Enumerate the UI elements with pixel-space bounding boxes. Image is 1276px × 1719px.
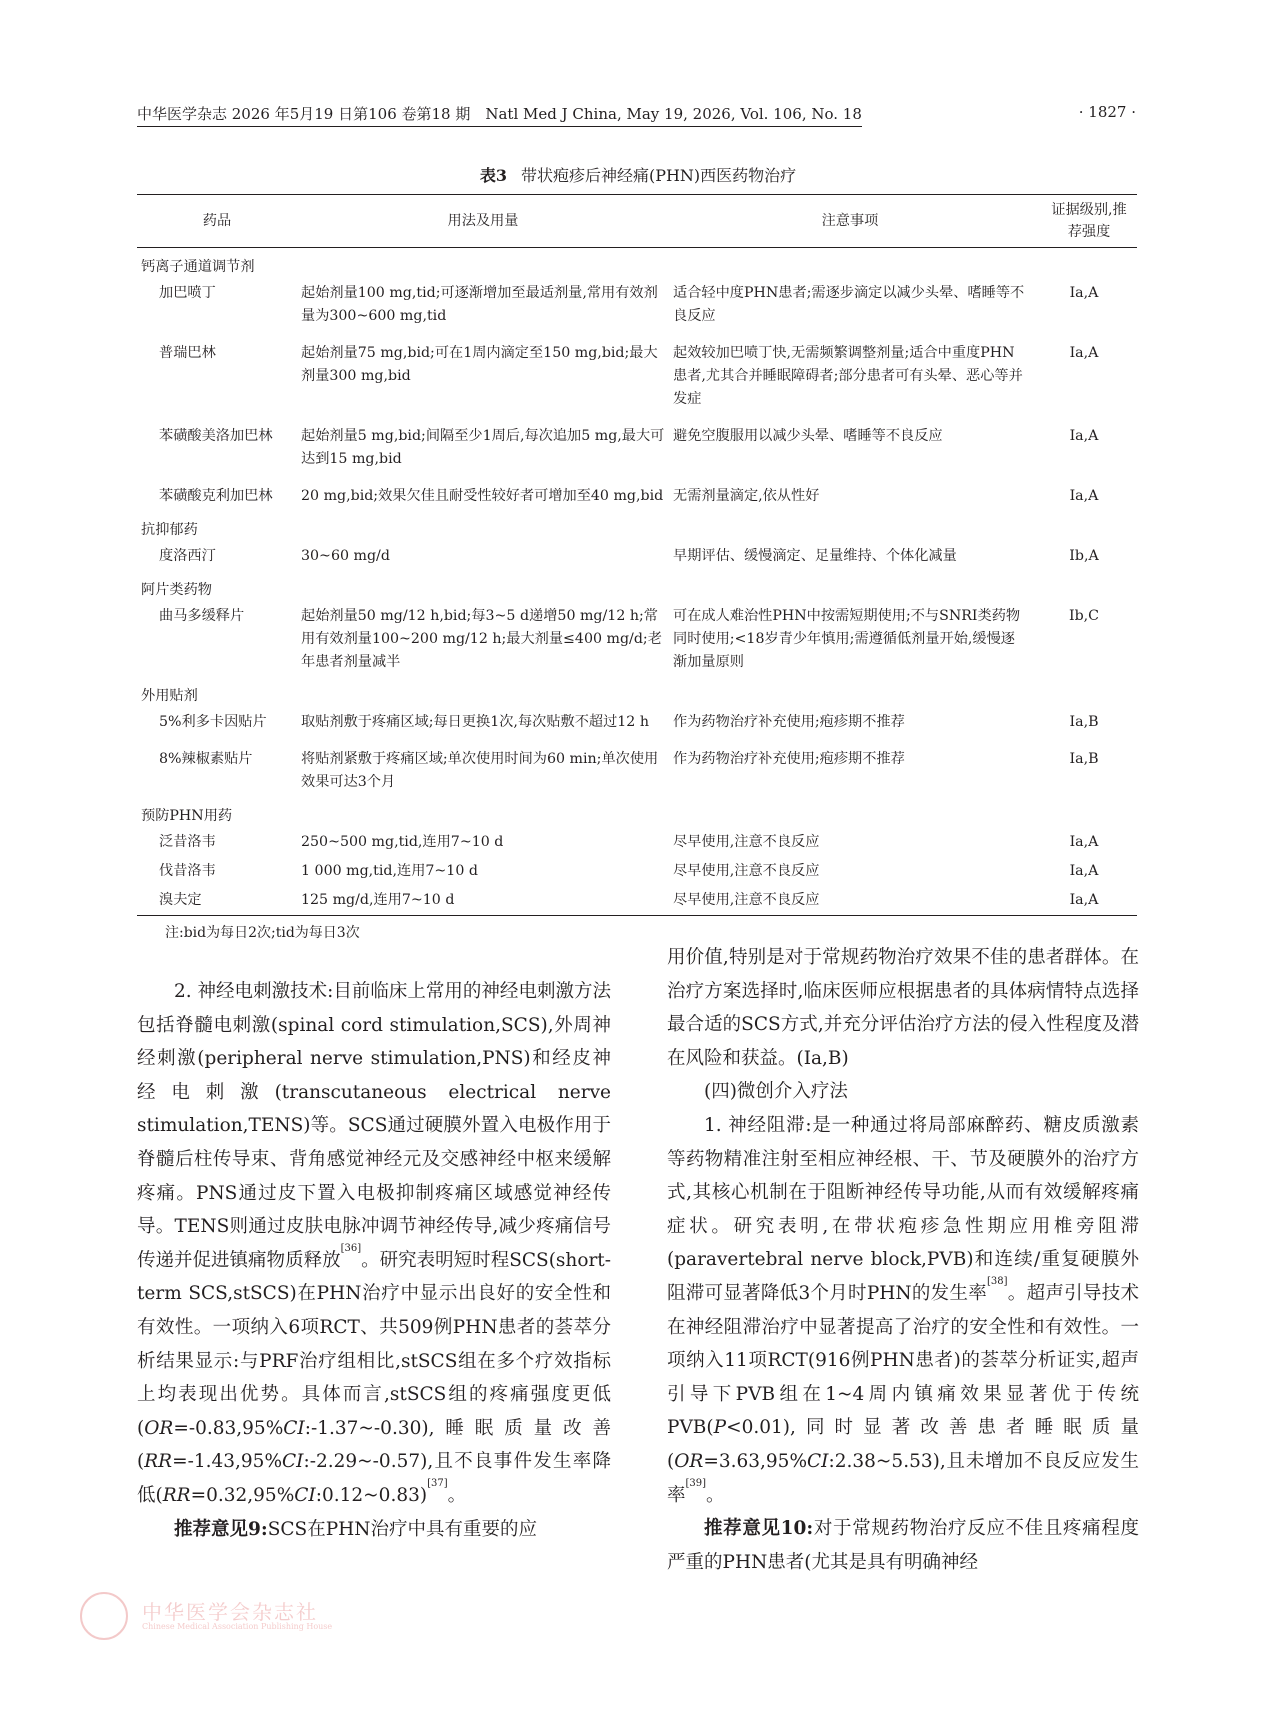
usage-cell: 1 000 mg,tid,连用7~10 d xyxy=(301,863,478,879)
table-row xyxy=(137,474,1137,511)
usage-cell: 起始剂量5 mg,bid;间隔至少1周后,每次追加5 mg,最大可达到15 mg,bid xyxy=(301,428,665,467)
notes-cell: 避免空腹服用以减少头晕、嗜睡等不良反应 xyxy=(673,428,943,444)
table-header-row xyxy=(137,195,1137,248)
col-header-usage: 用法及用量 xyxy=(297,195,669,248)
table-row xyxy=(137,828,1137,857)
notes-cell: 作为药物治疗补充使用;疱疹期不推荐 xyxy=(673,714,905,730)
drug-name: 泛昔洛韦 xyxy=(159,834,216,850)
usage-cell: 起始剂量75 mg,bid;可在1周内滴定至150 mg,bid;最大剂量300 mg,bid xyxy=(301,345,658,384)
category-label: 预防PHN用药 xyxy=(141,808,233,824)
citation-38: [38] xyxy=(987,1275,1008,1287)
recommendation-9: 推荐意见9:SCS在PHN治疗中具有重要的应 xyxy=(174,1518,537,1540)
drug-name: 伐昔洛韦 xyxy=(159,863,216,879)
table-row xyxy=(137,602,1137,677)
usage-cell: 125 mg/d,连用7~10 d xyxy=(297,886,669,916)
table-title: 带状疱疹后神经痛(PHN)西医药物治疗 xyxy=(520,166,797,185)
drug-name: 曲马多缓释片 xyxy=(159,608,245,624)
publisher-seal-icon xyxy=(80,1592,128,1640)
notes-cell: 尽早使用,注意不良反应 xyxy=(673,863,820,879)
citation-36: [36] xyxy=(340,1242,362,1254)
table-body xyxy=(137,248,1137,916)
category-label: 阿片类药物 xyxy=(141,582,212,598)
col-header-notes: 注意事项 xyxy=(669,195,1031,248)
publisher-watermark xyxy=(80,1590,580,1636)
page-number: · 1827 · xyxy=(1078,103,1136,121)
usage-cell: 将贴剂紧敷于疼痛区域;单次使用时间为60 min;单次使用效果可达3个月 xyxy=(301,751,659,790)
notes-cell: 无需剂量滴定,依从性好 xyxy=(673,488,820,504)
drug-name: 5%利多卡因贴片 xyxy=(159,714,267,730)
col-header-evidence: 证据级别,推荐强度 xyxy=(1031,195,1137,248)
notes-cell: 尽早使用,注意不良反应 xyxy=(669,886,1031,916)
drug-name: 度洛西汀 xyxy=(159,548,216,564)
notes-cell: 适合轻中度PHN患者;需逐步滴定以减少头晕、嗜睡等不良反应 xyxy=(673,285,1025,324)
table-row xyxy=(137,279,1137,331)
category-label: 抗抑郁药 xyxy=(141,522,198,538)
publisher-name: 中华医学会杂志社 xyxy=(142,1600,318,1624)
drug-table xyxy=(137,194,1137,916)
table-category-row xyxy=(137,571,1137,602)
table-row xyxy=(137,331,1137,414)
usage-cell: 250~500 mg,tid,连用7~10 d xyxy=(301,834,504,850)
notes-cell: 可在成人难治性PHN中按需短期使用;不与SNRI类药物同时使用;<18岁青少年慎用;需遵循低剂量开始,缓慢逐渐加量原则 xyxy=(673,608,1021,670)
evidence-cell: Ⅰa,A xyxy=(1069,488,1099,504)
table-caption xyxy=(0,163,1276,186)
evidence-cell: Ⅰa,A xyxy=(1069,428,1099,444)
evidence-cell: Ⅰa,A xyxy=(1069,345,1099,361)
drug-name: 苯磺酸克利加巴林 xyxy=(159,488,273,504)
paragraph-continued: 用价值,特别是对于常规药物治疗效果不佳的患者群体。在治疗方案选择时,临床医师应根据患者的具体病情特点选择最合适的SCS方式,并充分评估治疗方法的侵入性程度及潜在风险和获益。(Ⅰa,B) xyxy=(667,947,1139,1069)
col-header-drug: 药品 xyxy=(137,195,297,248)
evidence-cell: Ⅰa,B xyxy=(1069,714,1099,730)
citation-39: [39] xyxy=(685,1477,707,1489)
usage-cell: 30~60 mg/d xyxy=(301,548,390,564)
notes-cell: 尽早使用,注意不良反应 xyxy=(673,834,820,850)
recommendation-10: 推荐意见10:对于常规药物治疗反应不佳且疼痛程度严重的PHN患者(尤其是具有明确神经 xyxy=(667,1518,1139,1573)
category-label: 外用贴剂 xyxy=(141,688,198,704)
category-label: 钙离子通道调节剂 xyxy=(141,259,255,275)
section-heading-minimally-invasive: (四)微创介入疗法 xyxy=(704,1081,848,1103)
table-row xyxy=(137,708,1137,737)
notes-cell: 起效较加巴喷丁快,无需频繁调整剂量;适合中重度PHN患者,尤其合并睡眠障碍者;部分患者可有头晕、恶心等并发症 xyxy=(673,345,1023,407)
table-row xyxy=(137,857,1137,886)
drug-name: 8%辣椒素贴片 xyxy=(159,751,253,767)
journal-citation: 中华医学杂志 2026 年5月19 日第106 卷第18 期 Natl Med J China, May 19, 2026, Vol. 106, No. 18 xyxy=(137,103,862,127)
table-category-row xyxy=(137,677,1137,708)
right-column xyxy=(667,941,1139,1579)
table-category-row xyxy=(137,248,1137,280)
usage-cell: 起始剂量50 mg/12 h,bid;每3~5 d递增50 mg/12 h;常用有效剂量100~200 mg/12 h;最大剂量≤400 mg/d;老年患者剂量减半 xyxy=(301,608,662,670)
paragraph-nerve-stimulation: 2. 神经电刺激技术:目前临床上常用的神经电刺激方法包括脊髓电刺激(spinal cord stimulation,SCS),外周神经刺激(peripheral nerve stimulation,PNS)和经皮神经电刺激(transcutaneous electrical nerve stimulation,TENS)等。SCS通过硬膜外置入电极作用于脊髓后柱传导束、背角感觉神经元及交感神经中枢来缓解疼痛。PNS通过皮下置入电极抑制疼痛区域感觉神经传导。TENS则通过皮肤电脉冲调节神经传导,减少疼痛信号传递并促进镇痛物质释放[36]。研究表明短时程SCS(short-term SCS,stSCS)在PHN治疗中显示出良好的安全性和有效性。一项纳入6项RCT、共509例PHN患者的荟萃分析结果显示:与PRF治疗组相比,stSCS组在多个疗效指标上均表现出优势。具体而言,stSCS组的疼痛强度更低(OR=-0.83,95%CI:-1.37~-0.30),睡眠质量改善(RR=-1.43,95%CI:-2.29~-0.57),且不良事件发生率降低(RR=0.32,95%CI:0.12~0.83)[37]。 xyxy=(137,981,611,1506)
left-column xyxy=(137,975,611,1546)
drug-name: 苯磺酸美洛加巴林 xyxy=(159,428,273,444)
citation-37: [37] xyxy=(427,1477,448,1489)
usage-cell: 起始剂量100 mg,tid;可逐渐增加至最适剂量,常用有效剂量为300~600 mg,tid xyxy=(301,285,658,324)
table-row xyxy=(137,737,1137,797)
table-row xyxy=(137,542,1137,571)
table-category-row xyxy=(137,797,1137,828)
table-row xyxy=(137,886,1137,916)
running-header xyxy=(137,103,1136,127)
evidence-cell: Ⅰa,B xyxy=(1069,751,1099,767)
paragraph-nerve-block: 1. 神经阻滞:是一种通过将局部麻醉药、糖皮质激素等药物精准注射至相应神经根、干、节及硬膜外的治疗方式,其核心机制在于阻断神经传导功能,从而有效缓解疼痛症状。研究表明,在带状疱疹急性期应用椎旁阻滞(paravertebral nerve block,PVB)和连续/重复硬膜外阻滞可显著降低3个月时PHN的发生率[38]。超声引导技术在神经阻滞治疗中显著提高了治疗的安全性和有效性。一项纳入11项RCT(916例PHN患者)的荟萃分析证实,超声引导下PVB组在1~4周内镇痛效果显著优于传统PVB(P<0.01),同时显著改善患者睡眠质量(OR=3.63,95%CI:2.38~5.53),且未增加不良反应发生率[39]。 xyxy=(667,1114,1139,1506)
publisher-name-en: Chinese Medical Association Publishing House xyxy=(142,1622,333,1631)
drug-name: 溴夫定 xyxy=(137,886,297,916)
drug-name: 普瑞巴林 xyxy=(159,345,216,361)
table-category-row xyxy=(137,511,1137,542)
evidence-cell: Ⅰa,A xyxy=(1031,886,1137,916)
evidence-cell: Ⅰb,A xyxy=(1069,548,1099,564)
notes-cell: 早期评估、缓慢滴定、足量维持、个体化减量 xyxy=(673,548,957,564)
table-footnote: 注:bid为每日2次;tid为每日3次 xyxy=(165,925,360,941)
table-row xyxy=(137,414,1137,474)
evidence-cell: Ⅰa,A xyxy=(1069,285,1099,301)
usage-cell: 20 mg,bid;效果欠佳且耐受性较好者可增加至40 mg,bid xyxy=(301,488,664,504)
evidence-cell: Ⅰa,A xyxy=(1069,863,1099,879)
drug-name: 加巴喷丁 xyxy=(159,285,216,301)
evidence-cell: Ⅰb,C xyxy=(1068,608,1100,624)
usage-cell: 取贴剂敷于疼痛区域;每日更换1次,每次贴敷不超过12 h xyxy=(301,714,649,730)
evidence-cell: Ⅰa,A xyxy=(1069,834,1099,850)
notes-cell: 作为药物治疗补充使用;疱疹期不推荐 xyxy=(673,751,905,767)
table-label: 表3 xyxy=(479,166,507,185)
